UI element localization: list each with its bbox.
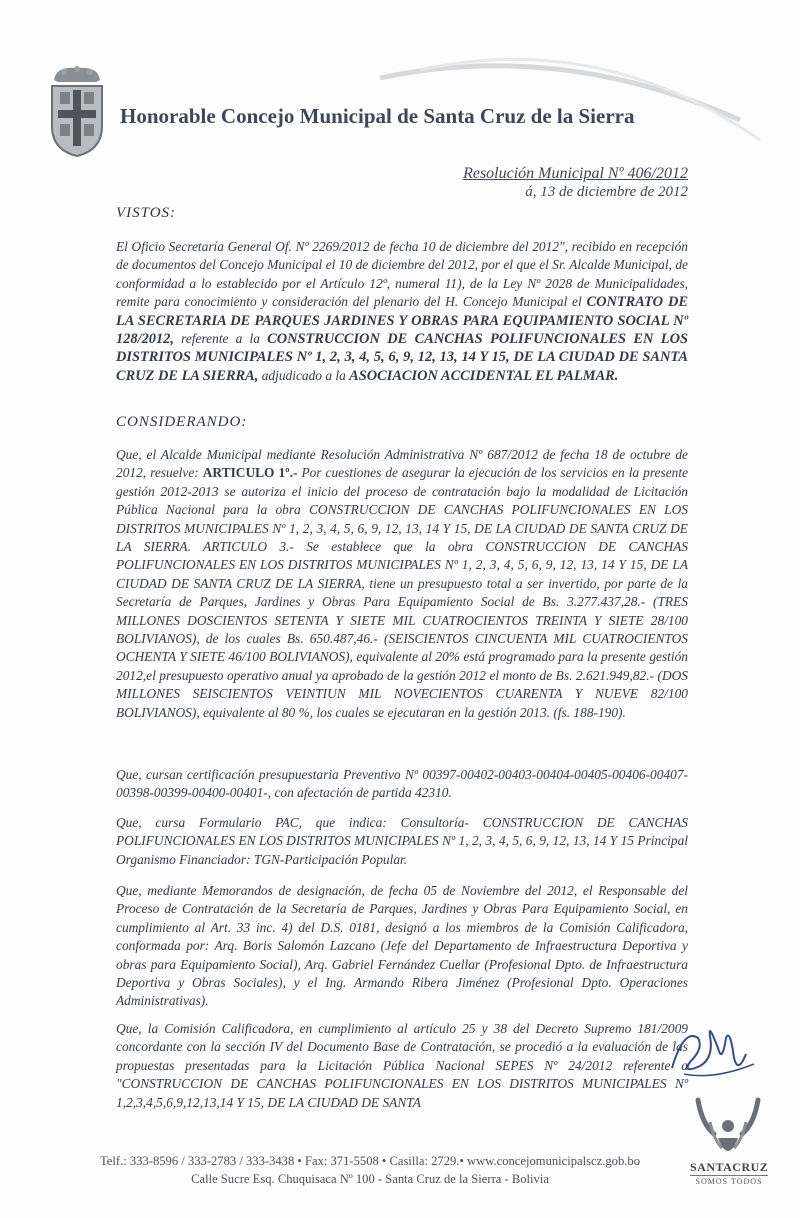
- section-heading-considerando: CONSIDERANDO:: [116, 414, 248, 430]
- considerando-paragraph-5: Que, la Comisión Calificadora, en cumplimiento al artículo 25 y 38 del Decreto Supremo 181/2009 concordante con la sección IV del Documento Base de Contratación, se procedió a la evaluación de las propuestas presentadas para la Licitación Pública Nacional SEPES Nº 24/2012 referente a "CONSTRUCCION DE CANCHAS POLIFUNCIONALES EN LOS DISTRITOS MUNICIPALES Nº 1,2,3,4,5,6,9,12,13,14 Y 15, DE LA CIUDAD DE SANTA: [116, 1021, 688, 1110]
- footer-contact: Telf.: 333-8596 / 333-2783 / 333-3438 • Fax: 371-5508 • Casilla: 2729.• www.concejomunicipalscz.gob.bo: [99, 1154, 641, 1168]
- logo-tagline: SOMOS TODOS: [690, 1175, 768, 1186]
- footer: [40, 1152, 700, 1188]
- considerando-paragraph-1: [116, 446, 688, 722]
- vistos-bold-association: ASOCIACION ACCIDENTAL EL PALMAR.: [349, 367, 619, 384]
- considerando-paragraph-4: Que, mediante Memorandos de designación, de fecha 05 de Noviembre del 2012, el Responsable del Proceso de Contratación de la Secretaría de Parques, Jardines y Obras Para Equipamiento Social, en cumplimiento al Art. 33 inc. 4) del D.S. 0181, designó a los miembros de la Comisión Calificadora, conformada por: Arq. Boris Salomón Lazcano (Jefe del Departamento de Infraestructura Deportiva y obras para Equipamiento Social), Arq. Gabriel Fernández Cuellar (Profesional Dpto. de Infraestructura Deportiva y Obras Sociales), y el Ing. Armando Ribera Jiménez (Profesional Dpto. Operaciones Administrativas).: [116, 883, 688, 1009]
- considerando-paragraph-2: Que, cursan certificación presupuestaria Preventivo Nº 00397-00402-00403-00404-00405-00406-00407-00398-00399-00400-00401-, con afectación de partida 42310.: [116, 767, 688, 801]
- vistos-text-2: referente a la: [181, 331, 260, 347]
- section-heading-vistos: VISTOS:: [116, 205, 177, 221]
- coat-of-arms-icon: [46, 62, 108, 158]
- vistos-bold-contract: CONTRATO DE LA SECRETARIA DE PARQUES JARDINES Y OBRAS PARA EQUIPAMIENTO SOCIAL Nº 128/2012,: [116, 294, 688, 348]
- considerando-paragraph-3: Que, cursa Formulario PAC, que indica: Consultoría- CONSTRUCCION DE CANCHAS POLIFUNCIONALES EN LOS DISTRITOS MUNICIPALES Nº 1, 2, 3, 4, 5, 6, 9, 12, 13, 14 Y 15 Principal Organismo Financiador: TGN-Participación Popular.: [116, 815, 688, 867]
- logo-name: SANTACRUZ: [690, 1160, 769, 1174]
- vistos-text-1: El Oficio Secretaría General Of. Nº 2269/2012 de fecha 10 de diciembre del 2012", recibido en recepción de documentos del Concejo Municipal el 10 de diciembre del 2012, por el que el Sr. Alcalde Municipal, de conformidad a lo establecido por el Artículo 12º, numeral 11), de la Ley Nº 2028 de Municipalidades, remite para conocimiento y consideración del plenario del H. Concejo Municipal el: [116, 239, 688, 310]
- footer-address: Calle Sucre Esq. Chuquisaca Nº 100 - Santa Cruz de la Sierra - Bolivia: [191, 1172, 549, 1186]
- considerando-1-text-1: Que, el Alcalde Municipal mediante Resolución Administrativa Nº 687/2012 de fecha 18 de octubre de 2012, resuelve:: [116, 447, 688, 481]
- resolution-date: á, 13 de diciembre de 2012: [525, 184, 688, 200]
- resolution-reference: [463, 164, 688, 202]
- vistos-bold-construction: CONSTRUCCION DE CANCHAS POLIFUNCIONALES EN LOS DISTRITOS MUNICIPALES Nº 1, 2, 3, 4, 5, 6, 9, 12, 13, 14 Y 15, DE LA CIUDAD DE SANTA CRUZ DE LA SIERRA,: [116, 331, 688, 384]
- considerando-1-article: ARTICULO 1º.-: [202, 465, 298, 481]
- santa-cruz-logo-icon: [688, 1094, 768, 1204]
- considerando-1-text-2: Por cuestiones de asegurar la ejecución de los servicios en la presente gestión 2012-2013 se autoriza el inicio del proceso de contratación bajo la modalidad de Licitación Pública Nacional para la obra CONSTRUCCION DE CANCHAS POLIFUNCIONALES EN LOS DISTRITOS MUNICIPALES Nº 1, 2, 3, 4, 5, 6, 9, 12, 13, 14 Y 15, DE LA CIUDAD DE SANTA CRUZ DE LA SIERRA. ARTICULO 3.- Se establece que la obra CONSTRUCCION DE CANCHAS POLIFUNCIONALES EN LOS DISTRITOS MUNICIPALES Nº 1, 2, 3, 4, 5, 6, 9, 12, 13, 14 Y 15, DE LA CIUDAD DE SANTA CRUZ DE LA SIERRA, tiene un presupuesto total a ser invertido, por parte de la Secretaría de Parques, Jardines y Obras Para Equipamiento Social de Bs. 3.277.437,28.- (TRES MILLONES DOSCIENTOS SETENTA Y SIETE MIL CUATROCIENTOS TREINTA Y SIETE 28/100 BOLIVIANOS), de los cuales Bs. 650.487,46.- (SEISCIENTOS CINCUENTA MIL CUATROCIENTOS OCHENTA Y SIETE 46/100 BOLIVIANOS), equivalente al 20% está programado para la presente gestión 2012,el presupuesto operativo anual ya aprobado de la gestión 2012 el monto de Bs. 2.621.949,82.- (DOS MILLONES SEISCIENTOS VEINTIUN MIL NOVECIENTOS CUARENTA Y NUEVE 82/100 BOLIVIANOS), equivalente al 80 %, los cuales se ejecutaran en la gestión 2013. (fs. 188-190).: [116, 465, 688, 720]
- vistos-text-3: adjudicado a la: [261, 367, 346, 383]
- organization-name: Honorable Concejo Municipal de Santa Cruz de la Sierra: [120, 104, 635, 128]
- resolution-number: Resolución Municipal Nº 406/2012: [463, 165, 688, 182]
- vistos-paragraph: [116, 238, 688, 385]
- handwritten-signature-icon: [664, 1018, 764, 1088]
